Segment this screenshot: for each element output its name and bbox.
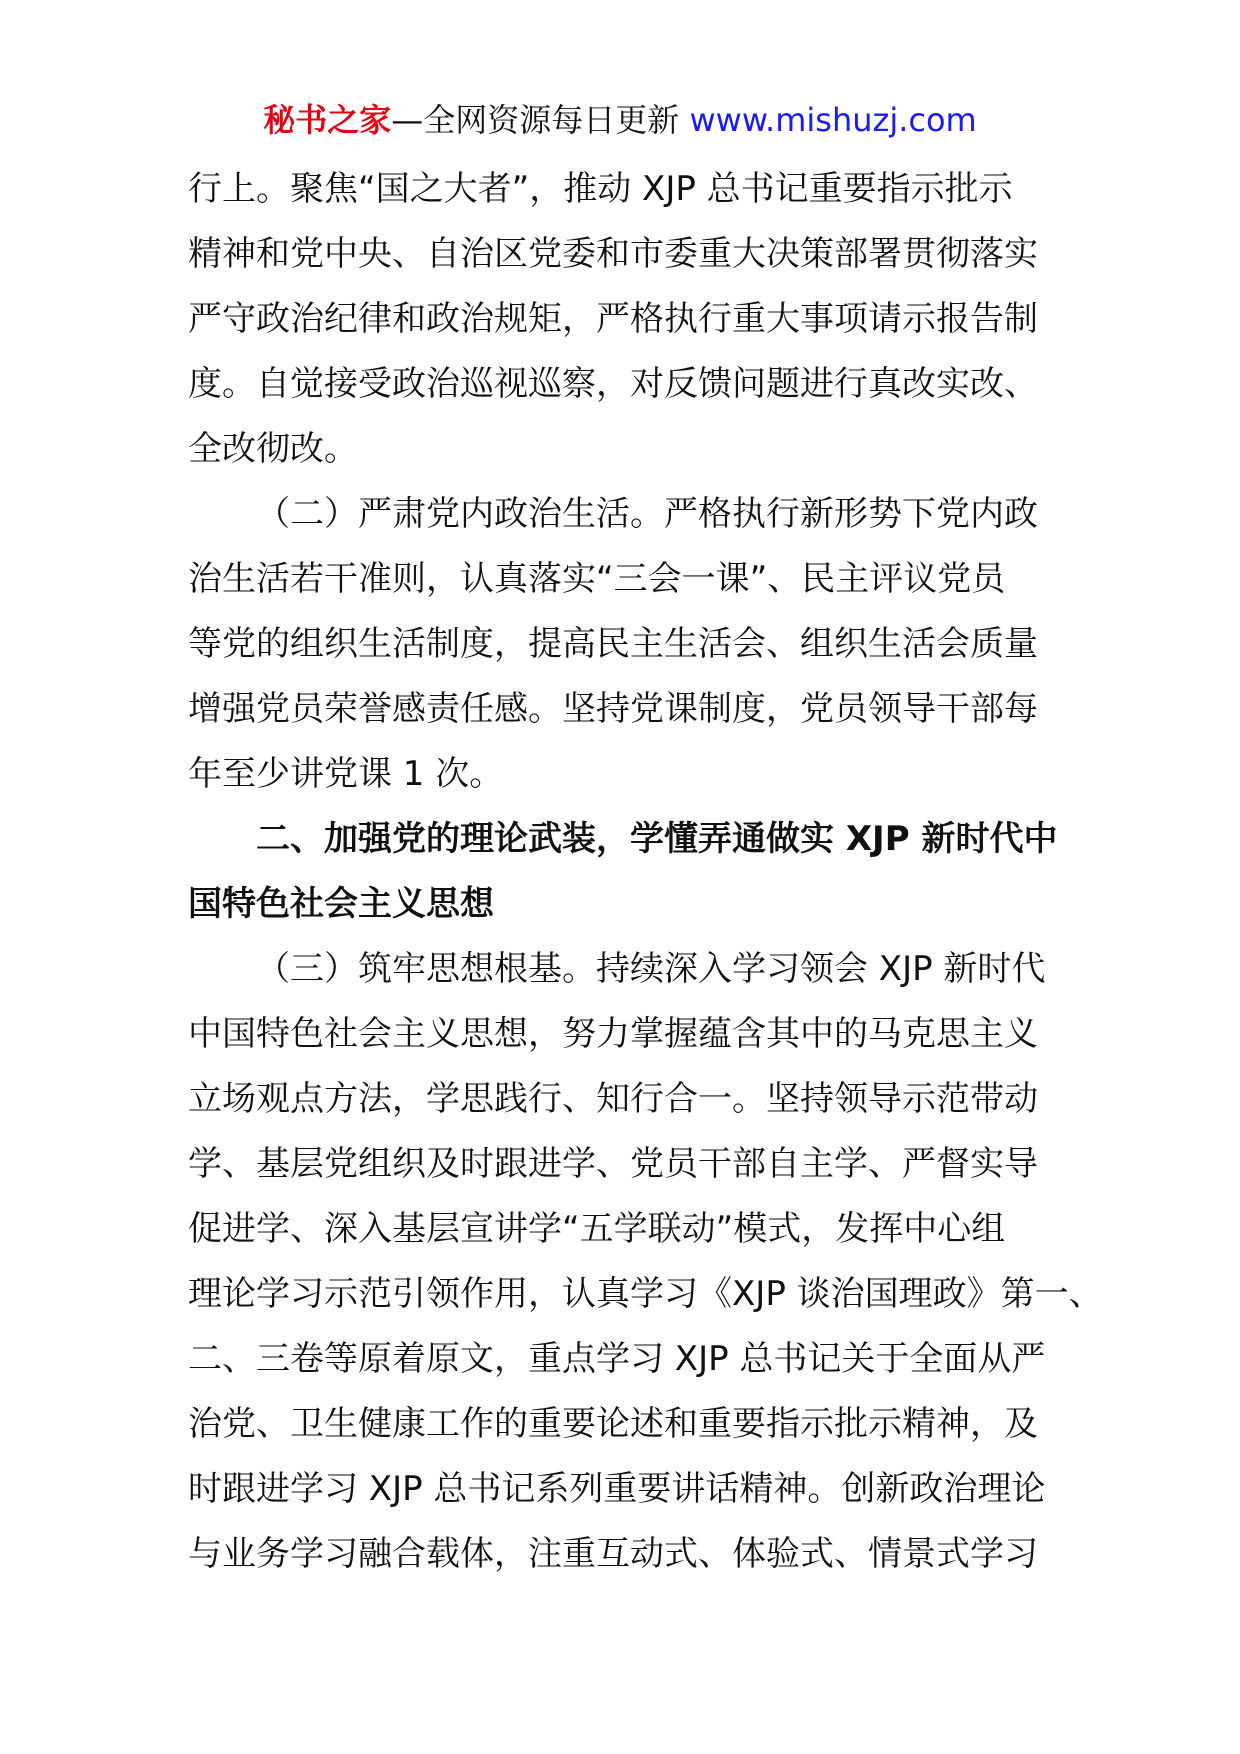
section-heading-line-1: 二、加强党的理论武装，学懂弄通做实 XJP 新时代中: [256, 819, 1058, 859]
body-line: 等党的组织生活制度，提高民主生活会、组织生活会质量: [188, 624, 1038, 664]
body-line: 治党、卫生健康工作的重要论述和重要指示批示精神，及: [188, 1404, 1038, 1444]
body-line: 年至少讲党课 1 次。: [188, 754, 504, 794]
body-line: 理论学习示范引领作用，认真学习《XJP 谈治国理政》第一、: [188, 1274, 1103, 1314]
header-url-link[interactable]: www.mishuzj.com: [689, 101, 977, 139]
body-line: 时跟进学习 XJP 总书记系列重要讲话精神。创新政治理论: [188, 1469, 1046, 1509]
paragraph-2-first-line: （二）严肃党内政治生活。严格执行新形势下党内政: [256, 494, 1038, 534]
body-line: 精神和党中央、自治区党委和市委重大决策部署贯彻落实: [188, 234, 1038, 274]
paragraph-3-first-line: （三）筑牢思想根基。持续深入学习领会 XJP 新时代: [256, 949, 1046, 989]
body-line: 二、三卷等原着原文，重点学习 XJP 总书记关于全面从严: [188, 1339, 1046, 1379]
body-line: 度。自觉接受政治巡视巡察，对反馈问题进行真改实改、: [188, 364, 1038, 404]
document-body: [188, 157, 1103, 1587]
body-line: 增强党员荣誉感责任感。坚持党课制度，党员领导干部每: [188, 689, 1038, 729]
header-brand: 秘书之家: [263, 101, 392, 139]
header-tagline: —全网资源每日更新: [391, 101, 690, 139]
body-line: 促进学、深入基层宣讲学“五学联动”模式，发挥中心组: [188, 1209, 1006, 1249]
body-line: 中国特色社会主义思想，努力掌握蕴含其中的马克思主义: [188, 1014, 1038, 1054]
body-line: 治生活若干准则，认真落实“三会一课”、民主评议党员: [188, 559, 1006, 599]
body-line: 行上。聚焦“国之大者”，推动 XJP 总书记重要指示批示: [188, 169, 1013, 209]
body-line: 学、基层党组织及时跟进学、党员干部自主学、严督实导: [188, 1144, 1038, 1184]
section-heading-line-2: 国特色社会主义思想: [188, 884, 494, 924]
body-line: 严守政治纪律和政治规矩，严格执行重大事项请示报告制: [188, 299, 1038, 339]
body-line: 立场观点方法，学思践行、知行合一。坚持领导示范带动: [188, 1079, 1038, 1119]
body-line: 与业务学习融合载体，注重互动式、体验式、情景式学习: [188, 1534, 1038, 1574]
page-header: [0, 100, 1240, 140]
body-line: 全改彻改。: [188, 429, 358, 469]
